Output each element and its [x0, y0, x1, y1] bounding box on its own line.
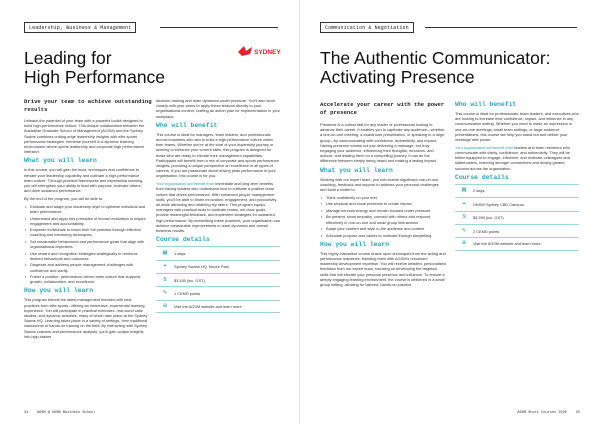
- right-page: [300, 0, 600, 424]
- list-item: • Understand and apply key principles of human motivation to inspire engagement and accountability.: [24, 216, 148, 226]
- title-line-1: Leading for: [24, 48, 112, 68]
- list-item: • Use reward and recognition strategies strategically to reinforce desired behaviours and outcomes.: [24, 251, 148, 261]
- list-item: • Think confidently on your feet: [320, 195, 446, 200]
- detail-row-duration: [156, 246, 280, 259]
- tag-rule: [425, 27, 577, 28]
- page-title: [24, 49, 234, 87]
- list-item: • Empower individuals to reach their full potential through effective coaching and mentoring techniques.: [24, 227, 148, 237]
- detail-row-location: [455, 197, 579, 210]
- calendar-icon: ▦: [162, 249, 168, 256]
- logo-text: SYDNEY: [254, 49, 281, 56]
- website-link[interactable]: Visit the AGSM website and learn more.: [174, 303, 243, 309]
- calendar-icon: ▦: [461, 187, 467, 194]
- learn-bullet-list: [24, 204, 148, 285]
- detail-text: $3,450 (inc. GST): [174, 277, 205, 283]
- list-item: • Adapt your content and style to the audience and context: [320, 226, 446, 231]
- list-item: • Set measurable behavioural and performance goals that align with organisational objectives.: [24, 239, 148, 249]
- web-icon: ⊕: [162, 302, 168, 309]
- detail-row-points: [156, 286, 280, 299]
- how-paragraph: This program blends the latest management theories with best practices from elite sports, offering an immersive, experiential learning experience. You will participate in practical exercises, real-world case studies, and dynamic activities, many of which take place at the Sydney Swans HQ. Learning takes place in a variety of settings, from traditional classrooms to hands-on training on the field. By interacting with Sydney Swans coaches and performance analysts, you'll gain unique insights into high-stakes: [24, 297, 148, 339]
- section-heading-benefit: Who will benefit: [455, 101, 517, 108]
- org-benefit-paragraph: [455, 145, 579, 171]
- detail-text: UNSW Sydney CBD Campus: [473, 201, 524, 207]
- sydney-swans-logo-icon: [232, 42, 282, 64]
- detail-row-duration: [455, 184, 579, 197]
- learn-bullet-list: [320, 195, 446, 238]
- section-heading-details: Course details: [156, 236, 210, 244]
- left-column-2: [156, 98, 280, 313]
- right-column-2: [455, 101, 579, 251]
- intro-paragraph: Unleash the potential of your team with a powerful toolkit designed to build high-performance culture. This unique collaboration between the Australian Graduate School of Management (AGSM) and the Sydney Swans combines cutting-edge leadership insights with elite sports performance strategies. Immerse yourself in a dynamic learning environment where sports leadership and corporate high performance intersect.: [24, 118, 145, 155]
- org-benefit-paragraph: [156, 181, 280, 233]
- detail-text: Sydney Swans HQ, Moore Park: [174, 264, 229, 270]
- how-paragraph: This highly interactive course draws upon techniques from the acting and performance industries, blending them with AGSM's renowned leadership development expertise. You will receive detailed, personalised feedback from our expert team, focusing on developing the targeted skills that will elevate your personal presence and influence. To ensure a deeply engaging learning environment, the course is delivered in a small group setting, allowing for tailored, hands-on practice.: [320, 250, 446, 287]
- org-benefit-emphasis: Your organisation will benefit from: [455, 144, 514, 150]
- section-heading-benefit: Who will benefit: [156, 121, 218, 129]
- intro-paragraph: Presence is a critical skill for any leader or professional looking to advance their career. It enables you to captivate any audience—whether a one-on-one meeting, a boardroom presentation, or speaking to a large group—by communicating with confidence, authenticity, and impact. Having presence means not just delivering a message, but truly engaging your audience, influencing their thoughts, emotions, and actions, and leading them on a compelling journey. It can be the difference between simply being heard and making a lasting impact.: [320, 122, 445, 164]
- lead-text: Drive your team to achieve outstanding results: [24, 98, 152, 113]
- detail-text: 1 CEMD points: [174, 291, 201, 297]
- left-column-1: [24, 118, 148, 342]
- org-benefit-emphasis: Your organisation will benefit from: [156, 181, 215, 187]
- lead-text: Accelerate your career with the power of presence: [320, 101, 445, 116]
- list-item: • Be present, show empathy, connect with others and respond effectively in one-on-one and small group interactions: [320, 214, 446, 224]
- learn-paragraph: In this course, you will gain the tools, techniques and confidence to elevate your leadership capability and cultivate a high-performance team culture. Through practical frameworks and experiential learning, you will strengthen your ability to lead with purpose, motivate others, and drive sustained performance.: [24, 167, 144, 194]
- price-icon: $: [462, 214, 466, 221]
- footer-left: [24, 411, 95, 415]
- list-item: • Diagnose and address people management challenges with confidence and clarity.: [24, 262, 148, 272]
- org-benefit-text: leaders and team members who communicate with clarity, confidence, and authenticity. They will be better equipped to engage, influence, and motivate colleagues and stakeholders, fostering stronger connections and driving greater success across the organisation.: [455, 144, 570, 171]
- section-heading-how: How you will learn: [24, 287, 94, 295]
- web-icon: ⊕: [461, 240, 467, 247]
- learn-lead-in: By the end of the program, you will be able to:: [24, 196, 104, 202]
- list-item: • Use physical and vocal presence to create impact: [320, 201, 446, 206]
- detail-text: 1 days: [174, 250, 186, 256]
- category-tag: Leadership, Business & Management: [24, 22, 136, 33]
- detail-row-price: [156, 273, 280, 286]
- section-heading-how: How you will learn: [320, 240, 390, 248]
- cpd-icon: ✎: [162, 290, 168, 297]
- title-line-1: The Authentic Communicator:: [320, 48, 551, 68]
- page-number: 35: [575, 411, 580, 415]
- section-heading-learn: What you will learn: [24, 157, 97, 165]
- title-line-2: High Performance: [24, 67, 166, 87]
- right-column-1: [320, 122, 446, 290]
- continued-paragraph: decision-making and team dynamics under pressure. You'll also work closely with your peers to apply these lessons directly to your organisational context, crafting an action plan for implementation in your workplace.: [156, 98, 280, 119]
- detail-row-website[interactable]: [455, 237, 579, 250]
- footer-text: AGSM Short Courses 2025: [517, 411, 568, 415]
- category-tag: Communication & Negotiation: [320, 22, 414, 33]
- list-item: • Evaluate and adapt your leadership style to optimise individual and team performance.: [24, 204, 148, 214]
- benefit-paragraph: This course is ideal for managers, team leaders, and professionals across industries who aim to build a high-performance culture within their teams. Whether you're at the start of your leadership journey or seeking to enhance your current skills, this program is designed for those who are ready to elevate their management capabilities. Participants will benefit from a mix of corporate and sports performance insights, providing a unique perspective on excellence in all types of careers. If you are passionate about driving peak performance in your organisation, this course is for you.: [156, 131, 279, 179]
- detail-text: 2 days: [473, 188, 485, 194]
- benefit-paragraph: This course is ideal for professionals, team leaders, and executives who are looking to increase their confidence, impact, and influence in any communication setting. Whether you need to make an impression in one-on-one meetings, small team settings, or large audience presentations, this course will help you stand out and deliver your message with power.: [455, 111, 579, 143]
- section-heading-learn: What you will learn: [320, 166, 393, 174]
- detail-text: $3,990 (inc. GST): [473, 215, 504, 221]
- location-icon: ⌖: [163, 263, 167, 270]
- location-icon: ⌖: [462, 200, 466, 207]
- detail-row-points: [455, 224, 579, 237]
- price-icon: $: [163, 276, 167, 283]
- cpd-icon: ✎: [461, 227, 467, 234]
- tag-rule: [160, 27, 278, 28]
- page-title: [320, 49, 582, 87]
- list-item: • Foster a positive, performance-driven team culture that supports growth, collaboration, and excellence.: [24, 274, 148, 284]
- page-number: 34: [24, 411, 29, 415]
- list-item: • Articulate purpose and values to motivate through storytelling.: [320, 233, 446, 238]
- learn-paragraph: Working with our expert team, you will receive significant one-on-one coaching, feedback and support to address your personal challenges and build a toolkit to:: [320, 176, 439, 193]
- detail-row-location: [156, 260, 280, 273]
- footer-text: AGSM @ UNSW Business School: [36, 411, 96, 415]
- detail-row-website[interactable]: [156, 300, 280, 313]
- course-details-list: [455, 184, 579, 251]
- title-line-2: Activating Presence: [320, 67, 475, 87]
- course-details-list: [156, 246, 280, 313]
- detail-row-price: [455, 211, 579, 224]
- list-item: • Manage nervous energy and remain focused under pressure: [320, 208, 446, 213]
- section-heading-details: Course details: [455, 173, 509, 181]
- detail-text: 2 CEMD points: [473, 228, 500, 234]
- footer-right: [517, 411, 580, 415]
- org-benefit-text: immediate and long-term benefits from having leaders who understand how to cultivate a positive team culture that drives performance. With enhanced people management skills, you'll be able to foster innovation, engagement, and productivity, all while attracting and retaining top talent. This program equips managers with practical tools to motivate teams, set clear goals, provide meaningful feedback, and implement strategies for sustained high performance. By embedding these practices, your organisation can achieve measurable improvements in team dynamics and overall business results.: [156, 181, 280, 234]
- website-link[interactable]: Visit the AGSM website and learn more.: [473, 241, 542, 247]
